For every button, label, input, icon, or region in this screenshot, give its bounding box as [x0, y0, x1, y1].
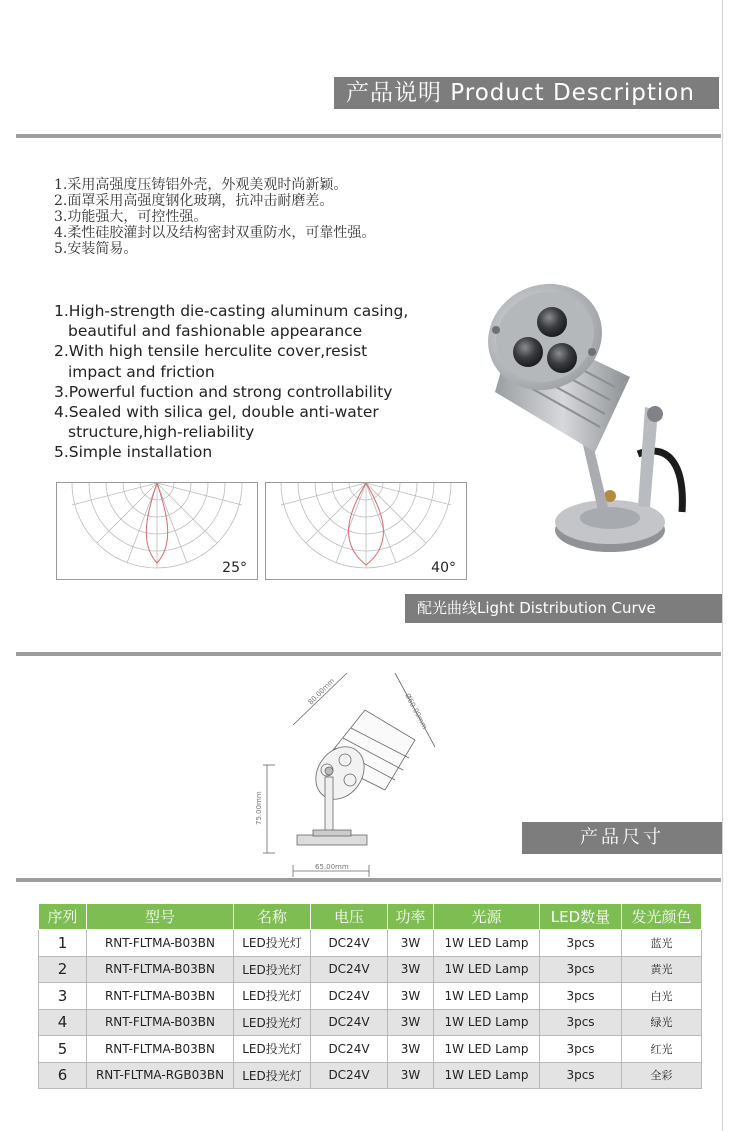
- cell-power: 3W: [388, 983, 434, 1010]
- cell-model: RNT-FLTMA-B03BN: [87, 1036, 234, 1063]
- curve-angle-25: 25°: [222, 560, 247, 576]
- cell-led-count: 3pcs: [540, 1036, 622, 1063]
- english-feature-list: [54, 301, 408, 463]
- cell-color: 蓝光: [622, 930, 702, 957]
- cn-feature-3: 3.功能强大，可控性强。: [54, 209, 208, 225]
- cell-index: 4: [39, 1009, 87, 1036]
- cell-color: 全彩: [622, 1062, 702, 1089]
- table-row: [39, 983, 702, 1010]
- header-light-source: 光源: [434, 904, 540, 930]
- cell-voltage: DC24V: [311, 983, 388, 1010]
- table-row: [39, 930, 702, 957]
- cell-light-source: 1W LED Lamp: [434, 1062, 540, 1089]
- en-feature-2: 2.With high tensile herculite cover,resist: [54, 342, 368, 361]
- cell-voltage: DC24V: [311, 956, 388, 983]
- cn-feature-2: 2.面罩采用高强度钢化玻璃，抗冲击耐磨差。: [54, 193, 334, 209]
- cell-power: 3W: [388, 1062, 434, 1089]
- cell-voltage: DC24V: [311, 1009, 388, 1036]
- chinese-feature-list: [54, 177, 375, 257]
- header-color: 发光颜色: [622, 904, 702, 930]
- cell-color: 黄光: [622, 956, 702, 983]
- table-row: [39, 1009, 702, 1036]
- en-feature-4-cont: structure,high-reliability: [68, 423, 255, 442]
- header-led-count: LED数量: [540, 904, 622, 930]
- header-name: 名称: [234, 904, 311, 930]
- cell-voltage: DC24V: [311, 1062, 388, 1089]
- cell-model: RNT-FLTMA-B03BN: [87, 930, 234, 957]
- cell-led-count: 3pcs: [540, 1062, 622, 1089]
- dim-base-label: 65.00mm: [315, 863, 349, 871]
- cell-light-source: 1W LED Lamp: [434, 1036, 540, 1063]
- section-divider: [16, 134, 721, 138]
- table-row: [39, 956, 702, 983]
- product-size-title: 产品尺寸: [522, 822, 722, 854]
- cell-name: LED投光灯: [234, 956, 311, 983]
- curve-angle-40: 40°: [431, 560, 456, 576]
- curve-chart-40: [265, 482, 467, 580]
- cell-name: LED投光灯: [234, 983, 311, 1010]
- cell-index: 6: [39, 1062, 87, 1089]
- curve-chart-25: [56, 482, 258, 580]
- dim-length-label: 80.00mm: [306, 676, 337, 707]
- header-model: 型号: [87, 904, 234, 930]
- cn-feature-5: 5.安装简易。: [54, 241, 138, 257]
- dim-diameter-label: Ø60.00mm: [403, 692, 429, 731]
- cell-name: LED投光灯: [234, 1009, 311, 1036]
- table-row: [39, 1062, 702, 1089]
- cell-model: RNT-FLTMA-RGB03BN: [87, 1062, 234, 1089]
- en-feature-1-cont: beautiful and fashionable appearance: [68, 322, 363, 341]
- cell-voltage: DC24V: [311, 1036, 388, 1063]
- cell-name: LED投光灯: [234, 930, 311, 957]
- table-header-row: [39, 904, 702, 930]
- page-edge-line: [722, 0, 723, 1131]
- header-index: 序列: [39, 904, 87, 930]
- en-feature-5: 5.Simple installation: [54, 443, 213, 462]
- cell-power: 3W: [388, 1009, 434, 1036]
- cell-light-source: 1W LED Lamp: [434, 956, 540, 983]
- table-row: [39, 1036, 702, 1063]
- cell-model: RNT-FLTMA-B03BN: [87, 983, 234, 1010]
- cell-light-source: 1W LED Lamp: [434, 1009, 540, 1036]
- cell-power: 3W: [388, 1036, 434, 1063]
- product-description-title: 产品说明 Product Description: [334, 77, 719, 109]
- spec-table: [38, 903, 702, 1089]
- en-feature-3: 3.Powerful fuction and strong controllability: [54, 382, 393, 401]
- cell-power: 3W: [388, 930, 434, 957]
- header-power: 功率: [388, 904, 434, 930]
- cell-color: 绿光: [622, 1009, 702, 1036]
- header-voltage: 电压: [311, 904, 388, 930]
- cell-index: 5: [39, 1036, 87, 1063]
- section-divider: [16, 652, 721, 656]
- cell-led-count: 3pcs: [540, 956, 622, 983]
- en-feature-2-cont: impact and friction: [68, 362, 215, 381]
- cell-model: RNT-FLTMA-B03BN: [87, 1009, 234, 1036]
- cell-light-source: 1W LED Lamp: [434, 983, 540, 1010]
- cell-name: LED投光灯: [234, 1062, 311, 1089]
- en-feature-4: 4.Sealed with silica gel, double anti-water: [54, 403, 379, 422]
- cn-feature-1: 1.采用高强度压铸铝外壳，外观美观时尚新颖。: [54, 177, 348, 193]
- cell-light-source: 1W LED Lamp: [434, 930, 540, 957]
- light-distribution-title: 配光曲线Light Distribution Curve: [405, 594, 722, 623]
- cell-index: 1: [39, 930, 87, 957]
- cell-color: 红光: [622, 1036, 702, 1063]
- cell-index: 2: [39, 956, 87, 983]
- dimension-drawing: [255, 665, 445, 880]
- cell-index: 3: [39, 983, 87, 1010]
- en-feature-1: 1.High-strength die-casting aluminum casing,: [54, 302, 409, 320]
- section-divider: [16, 878, 721, 882]
- cn-feature-4: 4.柔性硅胶灌封以及结构密封双重防水，可靠性强。: [54, 225, 376, 241]
- cell-color: 白光: [622, 983, 702, 1010]
- cell-led-count: 3pcs: [540, 930, 622, 957]
- cell-voltage: DC24V: [311, 930, 388, 957]
- cell-led-count: 3pcs: [540, 1009, 622, 1036]
- cell-name: LED投光灯: [234, 1036, 311, 1063]
- cell-power: 3W: [388, 956, 434, 983]
- cell-model: RNT-FLTMA-B03BN: [87, 956, 234, 983]
- dim-height-label: 75.00mm: [255, 791, 263, 825]
- spotlight-product-image: [470, 282, 710, 562]
- cell-led-count: 3pcs: [540, 983, 622, 1010]
